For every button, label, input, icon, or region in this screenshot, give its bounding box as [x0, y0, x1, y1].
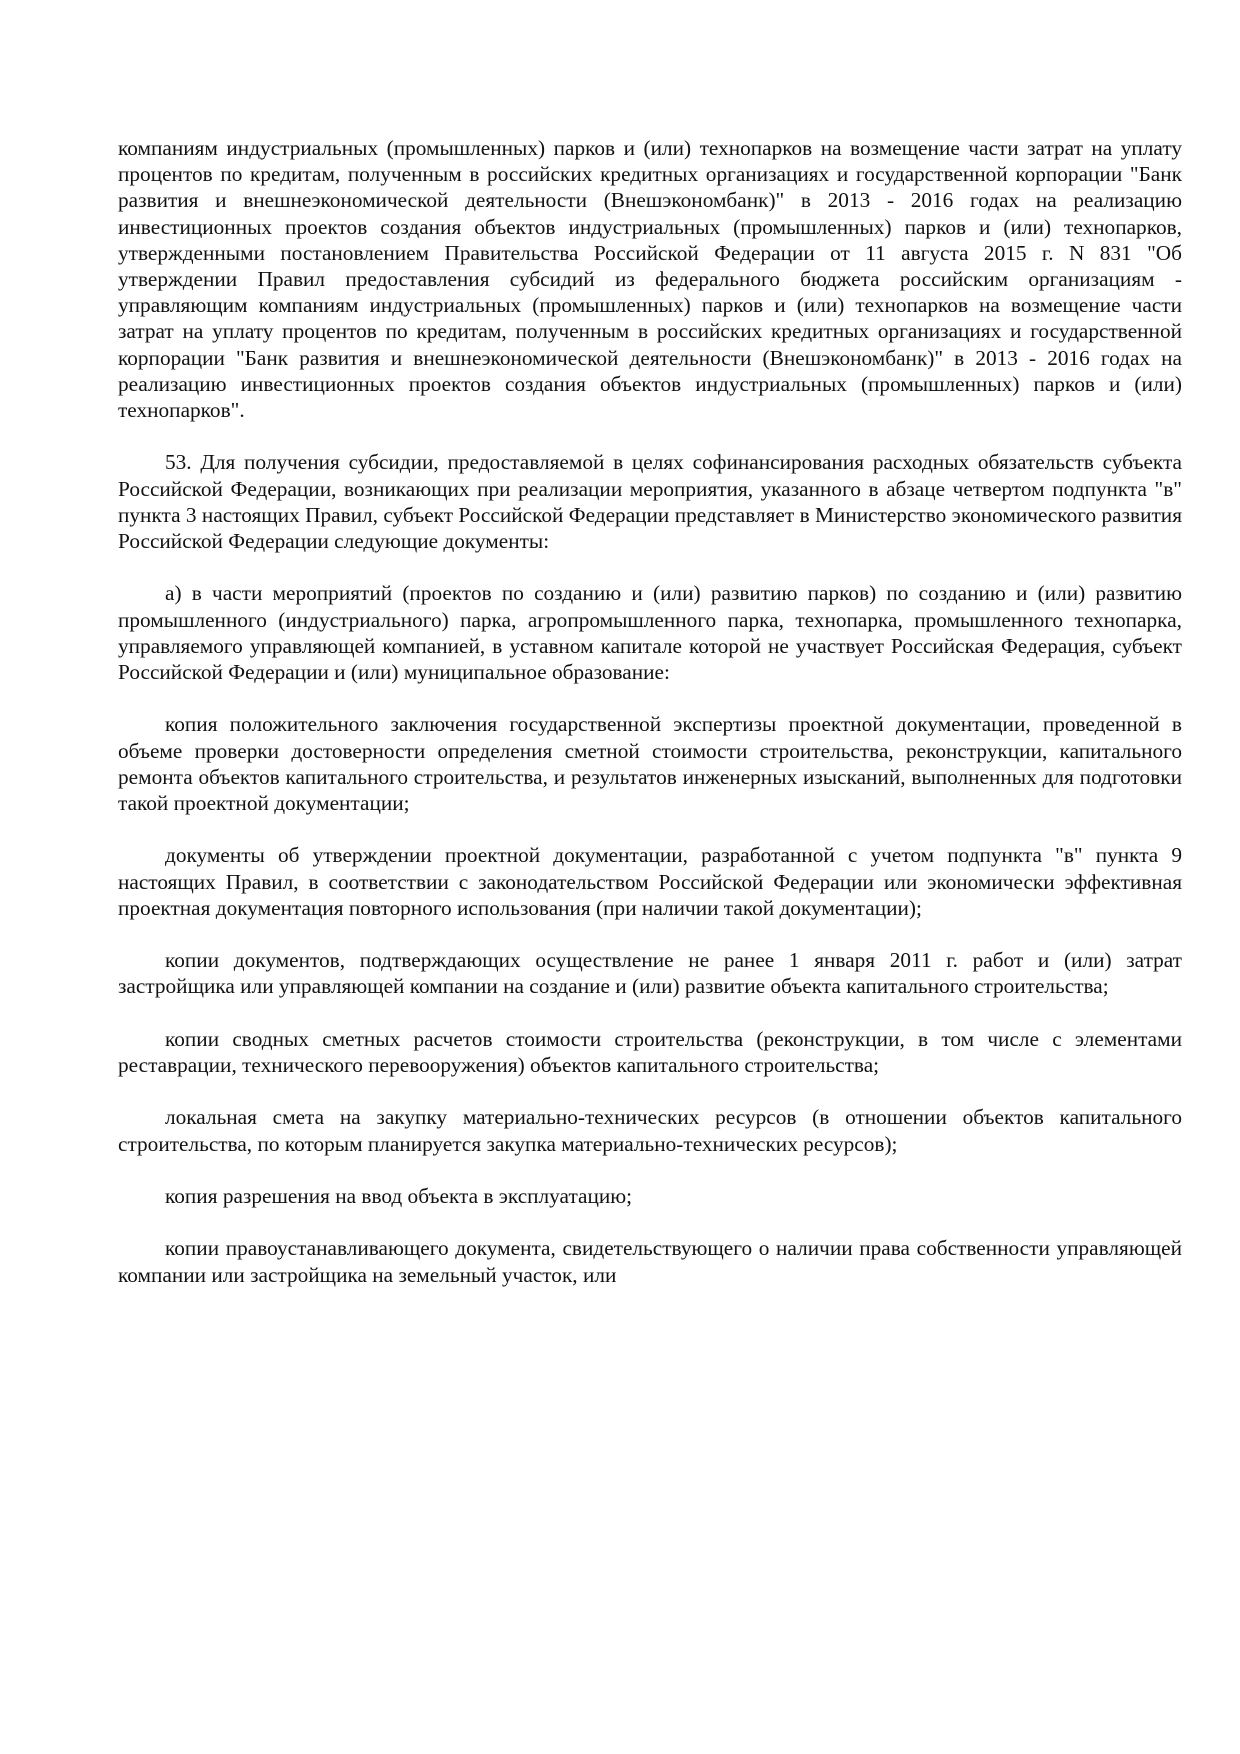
paragraph-doc-local-estimate: локальная смета на закупку материально-технических ресурсов (в отношении объектов капитального строительства, по которым планируется закупка материально-технических ресурсов);: [118, 1105, 1182, 1156]
paragraph-item-53: 53. Для получения субсидии, предоставляемой в целях софинансирования расходных обязательств субъекта Российской Федерации, возникающих при реализации мероприятия, указанного в абзаце четвертом подпункта "в" пункта 3 настоящих Правил, субъект Российской Федерации представляет в Министерство экономического развития Российской Федерации следующие документы:: [118, 450, 1182, 554]
paragraph-doc-expertise: копия положительного заключения государственной экспертизы проектной документации, проведенной в объеме проверки достоверности определения сметной стоимости строительства, реконструкции, капитального ремонта объектов капитального строительства, и результатов инженерных изысканий, выполненных для подготовки такой проектной документации;: [118, 712, 1182, 816]
paragraph-doc-approval: документы об утверждении проектной документации, разработанной с учетом подпункта "в" пункта 9 настоящих Правил, в соответствии с законодательством Российской Федерации или экономически эффективная проектная документация повторного использования (при наличии такой документации);: [118, 843, 1182, 920]
paragraph-doc-title: копии правоустанавливающего документа, свидетельствующего о наличии права собственности управляющей компании или застройщика на земельный участок, или: [118, 1236, 1182, 1287]
paragraph-doc-costs: копии документов, подтверждающих осуществление не ранее 1 января 2011 г. работ и (или) затрат застройщика или управляющей компании на создание и (или) развитие объекта капитального строительства;: [118, 948, 1182, 999]
paragraph-subitem-a: а) в части мероприятий (проектов по созданию и (или) развитию парков) по созданию и (или) развитию промышленного (индустриального) парка, агропромышленного парка, технопарка, промышленного технопарка, управляемого управляющей компанией, в уставном капитале которой не участвует Российская Федерация, субъект Российской Федерации и (или) муниципальное образование:: [118, 581, 1182, 685]
paragraph-doc-permit: копия разрешения на ввод объекта в эксплуатацию;: [165, 1184, 633, 1208]
paragraph-doc-estimates: копии сводных сметных расчетов стоимости строительства (реконструкции, в том числе с элементами реставрации, технического перевооружения) объектов капитального строительства;: [118, 1026, 1182, 1078]
paragraph-continuation: компаниям индустриальных (промышленных) парков и (или) технопарков на возмещение части затрат на уплату процентов по кредитам, полученным в российских кредитных организациях и государственной корпорации "Банк развития и внешнеэкономической деятельности (Внешэкономбанк)" в 2013 - 2016 годах на реализацию инвестиционных проектов создания объектов индустриальных (промышленных) парков и (или) технопарков, утвержденными постановлением Правительства Российской Федерации от 11 августа 2015 г. N 831 "Об утверждении Правил предоставления субсидий из федерального бюджета российским организациям - управляющим компаниям индустриальных (промышленных) парков и (или) технопарков на возмещение части затрат на уплату процентов по кредитам, полученным в российских кредитных организациях и государственной корпорации "Банк развития и внешнеэкономической деятельности (Внешэкономбанк)" в 2013 - 2016 годах на реализацию инвестиционных проектов создания объектов индустриальных (промышленных) парков и (или) технопарков".: [118, 136, 1182, 423]
document-page: [118, 135, 1182, 1314]
